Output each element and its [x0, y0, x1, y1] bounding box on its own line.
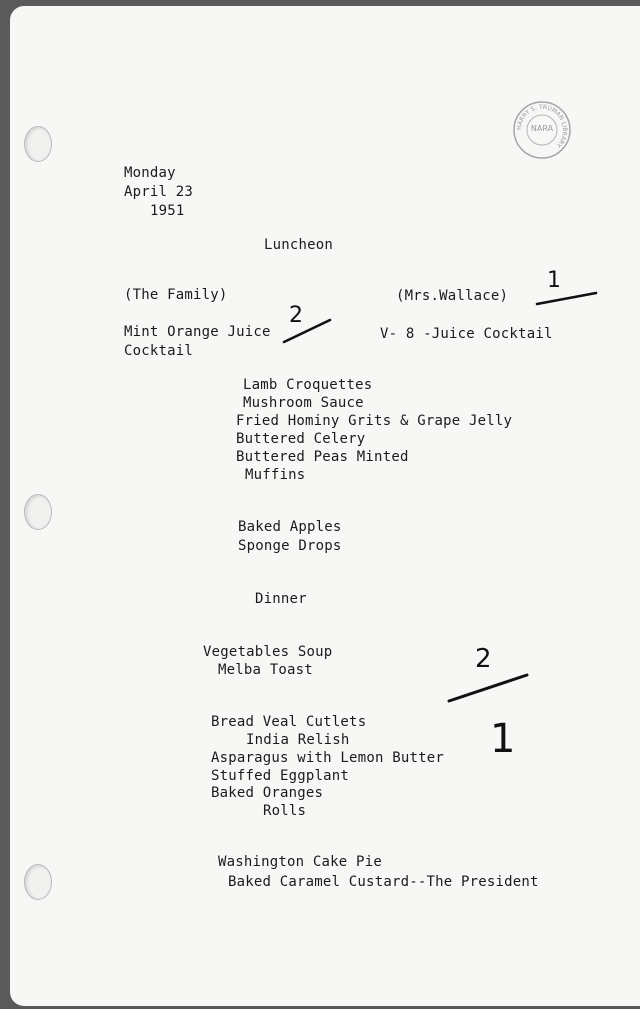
dinner-soup-item: Vegetables Soup — [203, 644, 333, 660]
luncheon-heading: Luncheon — [264, 237, 334, 253]
wallace-label: (Mrs.Wallace) — [396, 288, 509, 304]
pencil-stroke — [537, 293, 596, 304]
family-label: (The Family) — [124, 287, 228, 303]
dinner-main-item: India Relish — [246, 732, 350, 748]
dinner-main-item: Stuffed Eggplant — [211, 768, 350, 784]
family-starter-line2: Cocktail — [124, 343, 194, 359]
luncheon-main-item: Buttered Celery — [236, 431, 366, 447]
dinner-main-item: Baked Oranges — [211, 785, 324, 801]
luncheon-dessert-item: Sponge Drops — [238, 538, 342, 554]
handwritten-count-dinner-upper: 2 — [475, 644, 492, 674]
stamp-ring-text: HARRY S. TRUMAN LIBRARY — [515, 103, 569, 149]
handwritten-count-dinner-lower: 1 — [490, 716, 516, 762]
dinner-heading: Dinner — [255, 591, 307, 607]
header-date: April 23 — [124, 184, 194, 200]
dinner-dessert-item: Baked Caramel Custard--The President — [228, 874, 539, 890]
handwritten-count-family: 2 — [289, 303, 303, 328]
luncheon-dessert-item: Baked Apples — [238, 519, 342, 535]
dinner-main-item: Asparagus with Lemon Butter — [211, 750, 444, 766]
wallace-starter: V- 8 -Juice Cocktail — [380, 326, 553, 342]
header-year: 1951 — [150, 203, 185, 219]
luncheon-main-item: Muffins — [245, 467, 306, 483]
family-starter-line1: Mint Orange Juice — [124, 324, 271, 340]
pencil-stroke — [449, 675, 527, 701]
luncheon-main-item: Buttered Peas Minted — [236, 449, 409, 465]
stamp-center-text: NARA — [530, 124, 554, 133]
dinner-soup-item: Melba Toast — [218, 662, 313, 678]
luncheon-main-item: Lamb Croquettes — [243, 377, 373, 393]
dinner-main-item: Bread Veal Cutlets — [211, 714, 367, 730]
dinner-dessert-item: Washington Cake Pie — [218, 854, 382, 870]
luncheon-main-item: Fried Hominy Grits & Grape Jelly — [236, 413, 513, 429]
header-day: Monday — [124, 165, 176, 181]
handwritten-count-wallace: 1 — [547, 268, 561, 293]
luncheon-main-item: Mushroom Sauce — [243, 395, 364, 411]
dinner-main-item: Rolls — [263, 803, 307, 819]
